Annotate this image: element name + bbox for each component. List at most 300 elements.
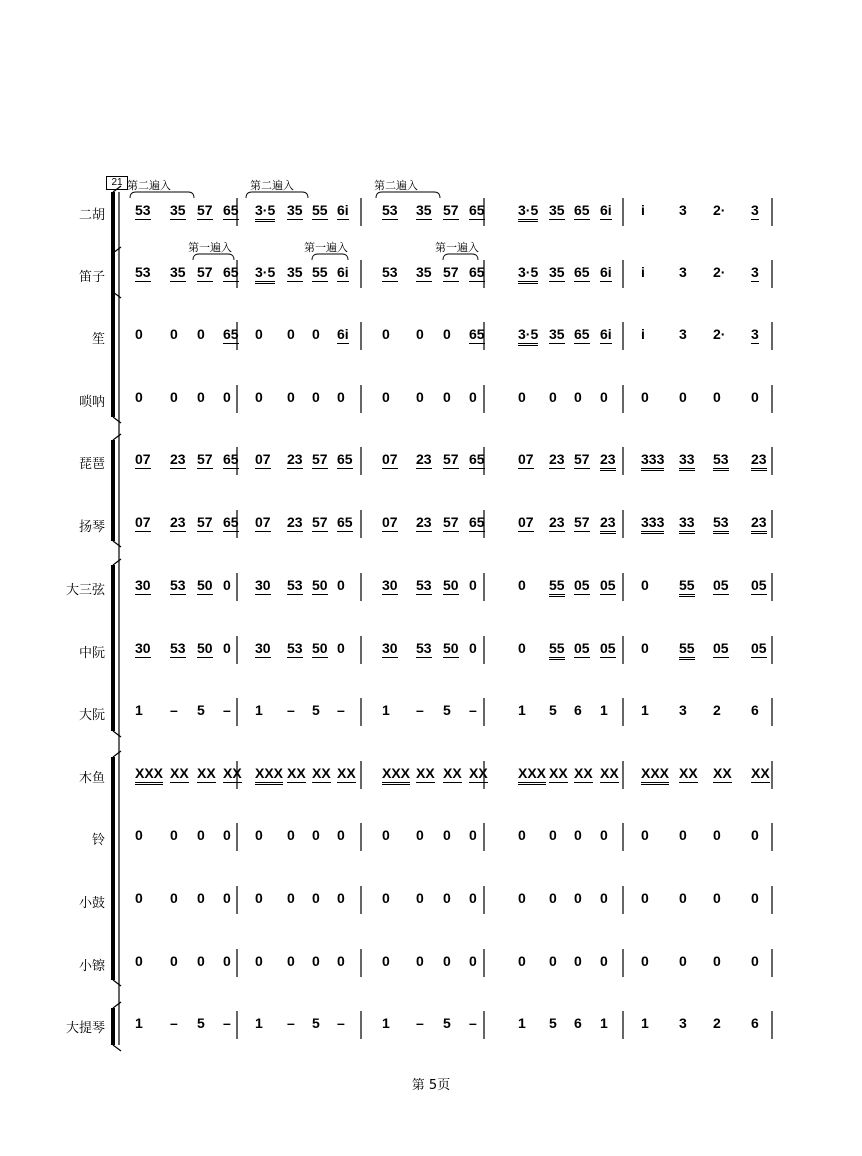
note-group: 0 bbox=[135, 326, 143, 342]
note-group: 65 bbox=[223, 326, 239, 342]
note-group: 0 bbox=[255, 890, 263, 906]
note-group: 0 bbox=[287, 890, 295, 906]
note-group: 0 bbox=[223, 577, 231, 593]
note-group: 5 bbox=[549, 1015, 557, 1031]
note-group: XX bbox=[443, 765, 462, 781]
note-group: 3 bbox=[679, 202, 687, 218]
entry-marking: 第二遍入 bbox=[374, 179, 418, 192]
note-group: 0 bbox=[751, 890, 759, 906]
note-group: 07 bbox=[518, 514, 534, 530]
note-group: 07 bbox=[135, 514, 151, 530]
note-group: 0 bbox=[549, 953, 557, 969]
note-group: 5 bbox=[197, 1015, 205, 1031]
note-group: 0 bbox=[337, 389, 345, 405]
instrument-name: 扬琴 bbox=[78, 520, 105, 535]
note-group: 5 bbox=[443, 702, 451, 718]
note-group: XX bbox=[679, 765, 698, 781]
note-group: 0 bbox=[641, 953, 649, 969]
note-group: XX bbox=[223, 765, 242, 781]
note-group: 5 bbox=[312, 1015, 320, 1031]
note-group: 65 bbox=[223, 514, 239, 530]
note-group: 0 bbox=[197, 326, 205, 342]
note-group: 0 bbox=[223, 953, 231, 969]
note-group: 0 bbox=[600, 827, 608, 843]
note-group: 6i bbox=[337, 326, 349, 342]
note-group: 30 bbox=[135, 577, 151, 593]
note-group: 05 bbox=[600, 640, 616, 656]
note-group: 333 bbox=[641, 451, 664, 471]
note-group: 57 bbox=[574, 451, 590, 467]
note-group: 3 bbox=[751, 264, 759, 280]
note-group: XXX bbox=[135, 765, 163, 785]
note-group: 3 bbox=[679, 326, 687, 342]
note-group: – bbox=[287, 1015, 295, 1031]
note-group: 1 bbox=[641, 1015, 649, 1031]
note-group: 6 bbox=[574, 1015, 582, 1031]
note-group: 2· bbox=[713, 264, 726, 280]
note-group: 333 bbox=[641, 514, 664, 534]
note-group: 07 bbox=[255, 514, 271, 530]
note-group: 30 bbox=[135, 640, 151, 656]
note-group: 3·5 bbox=[518, 264, 538, 284]
bracket-hook bbox=[113, 980, 121, 986]
note-group: XX bbox=[751, 765, 770, 781]
note-group: 65 bbox=[574, 326, 590, 342]
note-group: 57 bbox=[443, 264, 459, 280]
note-group: 55 bbox=[549, 640, 565, 660]
note-group: 0 bbox=[600, 953, 608, 969]
note-group: 3 bbox=[679, 264, 687, 280]
note-group: 1 bbox=[600, 702, 608, 718]
note-group: 0 bbox=[337, 640, 345, 656]
note-group: 53 bbox=[713, 451, 729, 471]
note-group: 07 bbox=[135, 451, 151, 467]
note-group: 2· bbox=[713, 326, 726, 342]
note-group: 0 bbox=[416, 389, 424, 405]
note-group: 0 bbox=[443, 890, 451, 906]
bracket-hook bbox=[113, 1045, 121, 1051]
note-group: 3 bbox=[679, 1015, 687, 1031]
note-group: 0 bbox=[518, 577, 526, 593]
note-group: 23 bbox=[549, 451, 565, 467]
entry-marking: 第一遍入 bbox=[188, 241, 232, 254]
note-group: 0 bbox=[713, 890, 721, 906]
note-group: 57 bbox=[197, 202, 213, 218]
note-group: 0 bbox=[574, 389, 582, 405]
note-group: 57 bbox=[197, 451, 213, 467]
instrument-name: 大三弦 bbox=[65, 583, 105, 598]
note-group: 0 bbox=[337, 890, 345, 906]
note-group: 0 bbox=[549, 890, 557, 906]
note-group: 05 bbox=[751, 640, 767, 656]
note-group: 0 bbox=[312, 827, 320, 843]
note-group: 05 bbox=[751, 577, 767, 593]
note-group: 0 bbox=[416, 326, 424, 342]
note-group: 65 bbox=[574, 264, 590, 280]
note-group: 0 bbox=[416, 953, 424, 969]
note-group: 57 bbox=[312, 451, 328, 467]
note-group: 65 bbox=[469, 264, 485, 280]
note-group: 50 bbox=[197, 577, 213, 593]
note-group: 0 bbox=[382, 389, 390, 405]
note-group: 0 bbox=[600, 890, 608, 906]
note-group: 0 bbox=[337, 577, 345, 593]
note-group: 3 bbox=[751, 202, 759, 218]
instrument-name: 笛子 bbox=[78, 270, 105, 285]
note-group: 0 bbox=[443, 326, 451, 342]
note-group: 6 bbox=[751, 702, 759, 718]
note-group: – bbox=[337, 702, 345, 718]
note-group: 0 bbox=[679, 827, 687, 843]
note-group: 65 bbox=[337, 451, 353, 467]
note-group: 0 bbox=[337, 953, 345, 969]
note-group: 53 bbox=[382, 202, 398, 218]
note-group: 6i bbox=[600, 326, 612, 342]
note-group: XXX bbox=[641, 765, 669, 785]
note-group: 0 bbox=[255, 953, 263, 969]
note-group: 53 bbox=[416, 577, 432, 593]
note-group: 5 bbox=[549, 702, 557, 718]
note-group: 0 bbox=[574, 953, 582, 969]
note-group: 2 bbox=[713, 1015, 721, 1031]
note-group: 57 bbox=[197, 264, 213, 280]
note-group: XX bbox=[600, 765, 619, 781]
note-group: 53 bbox=[713, 514, 729, 534]
note-group: 33 bbox=[679, 451, 695, 471]
note-group: 05 bbox=[600, 577, 616, 593]
note-group: 0 bbox=[135, 890, 143, 906]
note-group: 0 bbox=[713, 389, 721, 405]
entry-marking: 第一遍入 bbox=[435, 241, 479, 254]
note-group: 3 bbox=[679, 702, 687, 718]
note-group: 57 bbox=[574, 514, 590, 530]
note-group: 5 bbox=[443, 1015, 451, 1031]
note-group: 23 bbox=[170, 451, 186, 467]
note-group: 1 bbox=[255, 1015, 263, 1031]
instrument-name: 铃 bbox=[91, 833, 105, 848]
note-group: 35 bbox=[170, 264, 186, 280]
note-group: 65 bbox=[337, 514, 353, 530]
note-group: – bbox=[170, 702, 178, 718]
note-group: 55 bbox=[549, 577, 565, 597]
note-group: XX bbox=[337, 765, 356, 781]
note-group: 0 bbox=[679, 953, 687, 969]
note-group: 0 bbox=[600, 389, 608, 405]
instrument-name: 琵琶 bbox=[78, 457, 105, 472]
note-group: – bbox=[170, 1015, 178, 1031]
note-group: XX bbox=[197, 765, 216, 781]
note-group: 53 bbox=[170, 577, 186, 593]
note-group: 57 bbox=[443, 451, 459, 467]
note-group: 1 bbox=[135, 1015, 143, 1031]
note-group: 07 bbox=[382, 451, 398, 467]
note-group: – bbox=[223, 702, 231, 718]
note-group: 30 bbox=[255, 640, 271, 656]
entry-marking: 第二遍入 bbox=[127, 179, 171, 192]
note-group: 65 bbox=[223, 451, 239, 467]
note-group: 35 bbox=[287, 264, 303, 280]
note-group: 57 bbox=[443, 202, 459, 218]
note-group: 55 bbox=[679, 577, 695, 597]
note-group: 55 bbox=[679, 640, 695, 660]
instrument-name: 小镲 bbox=[78, 959, 105, 974]
note-group: – bbox=[337, 1015, 345, 1031]
note-group: i bbox=[641, 326, 645, 342]
note-group: 1 bbox=[382, 1015, 390, 1031]
note-group: 05 bbox=[574, 577, 590, 593]
note-group: 0 bbox=[382, 827, 390, 843]
note-group: 23 bbox=[600, 451, 616, 471]
note-group: 53 bbox=[287, 640, 303, 656]
note-group: 0 bbox=[469, 953, 477, 969]
note-group: XX bbox=[170, 765, 189, 781]
note-group: 1 bbox=[641, 702, 649, 718]
note-group: 0 bbox=[255, 326, 263, 342]
note-group: 0 bbox=[416, 890, 424, 906]
note-group: 0 bbox=[518, 827, 526, 843]
note-group: 0 bbox=[312, 890, 320, 906]
rehearsal-mark: 21 bbox=[106, 176, 128, 190]
note-group: 0 bbox=[443, 827, 451, 843]
note-group: 2· bbox=[713, 202, 726, 218]
note-group: 23 bbox=[287, 451, 303, 467]
note-group: 35 bbox=[416, 264, 432, 280]
instrument-name: 二胡 bbox=[78, 208, 105, 223]
note-group: XXX bbox=[255, 765, 283, 785]
note-group: XXX bbox=[382, 765, 410, 785]
note-group: 35 bbox=[549, 264, 565, 280]
note-group: 0 bbox=[641, 577, 649, 593]
note-group: 0 bbox=[382, 890, 390, 906]
note-group: 3·5 bbox=[255, 202, 275, 222]
note-group: 0 bbox=[679, 890, 687, 906]
note-group: 0 bbox=[197, 953, 205, 969]
instrument-name: 中阮 bbox=[78, 646, 105, 661]
bracket-hook bbox=[113, 434, 121, 440]
instrument-name: 唢呐 bbox=[78, 395, 105, 410]
note-group: 53 bbox=[170, 640, 186, 656]
note-group: 23 bbox=[416, 451, 432, 467]
note-group: 65 bbox=[223, 264, 239, 280]
note-group: 0 bbox=[469, 640, 477, 656]
note-group: 0 bbox=[549, 827, 557, 843]
note-group: 23 bbox=[751, 514, 767, 534]
note-group: 35 bbox=[549, 202, 565, 218]
note-group: 0 bbox=[641, 389, 649, 405]
note-group: 0 bbox=[518, 890, 526, 906]
note-group: 5 bbox=[312, 702, 320, 718]
note-group: 23 bbox=[600, 514, 616, 534]
note-group: 6i bbox=[600, 202, 612, 218]
note-group: 0 bbox=[469, 890, 477, 906]
note-group: 3·5 bbox=[518, 202, 538, 222]
note-group: 07 bbox=[518, 451, 534, 467]
note-group: 23 bbox=[549, 514, 565, 530]
note-group: 0 bbox=[443, 389, 451, 405]
note-group: 0 bbox=[135, 953, 143, 969]
note-group: 05 bbox=[713, 577, 729, 593]
note-group: – bbox=[469, 702, 477, 718]
note-group: 30 bbox=[382, 577, 398, 593]
note-group: 5 bbox=[197, 702, 205, 718]
note-group: 65 bbox=[469, 202, 485, 218]
note-group: 65 bbox=[223, 202, 239, 218]
instrument-name: 笙 bbox=[91, 332, 105, 347]
note-group: 3·5 bbox=[518, 326, 538, 346]
note-group: 0 bbox=[641, 890, 649, 906]
note-group: XX bbox=[469, 765, 488, 781]
note-group: 23 bbox=[751, 451, 767, 471]
note-group: 0 bbox=[287, 326, 295, 342]
note-group: – bbox=[287, 702, 295, 718]
note-group: 1 bbox=[382, 702, 390, 718]
note-group: 0 bbox=[751, 389, 759, 405]
note-group: 50 bbox=[443, 640, 459, 656]
note-group: 07 bbox=[255, 451, 271, 467]
note-group: 23 bbox=[170, 514, 186, 530]
entry-marking: 第一遍入 bbox=[304, 241, 348, 254]
note-group: 50 bbox=[443, 577, 459, 593]
note-group: 53 bbox=[287, 577, 303, 593]
note-group: 0 bbox=[382, 953, 390, 969]
note-group: 0 bbox=[170, 389, 178, 405]
note-group: 35 bbox=[287, 202, 303, 218]
note-group: i bbox=[641, 202, 645, 218]
note-group: 0 bbox=[197, 389, 205, 405]
note-group: 0 bbox=[287, 827, 295, 843]
note-group: 50 bbox=[312, 577, 328, 593]
note-group: 0 bbox=[312, 326, 320, 342]
note-group: 65 bbox=[469, 514, 485, 530]
note-group: 1 bbox=[135, 702, 143, 718]
note-group: XXX bbox=[518, 765, 546, 785]
note-group: 6i bbox=[337, 202, 349, 218]
note-group: 35 bbox=[170, 202, 186, 218]
note-group: 50 bbox=[312, 640, 328, 656]
note-group: 07 bbox=[382, 514, 398, 530]
note-group: 57 bbox=[312, 514, 328, 530]
note-group: XX bbox=[574, 765, 593, 781]
note-group: XX bbox=[549, 765, 568, 781]
note-group: 57 bbox=[197, 514, 213, 530]
note-group: 35 bbox=[416, 202, 432, 218]
note-group: 53 bbox=[135, 264, 151, 280]
note-group: 0 bbox=[135, 827, 143, 843]
note-group: 0 bbox=[255, 827, 263, 843]
note-group: 3 bbox=[751, 326, 759, 342]
note-group: 0 bbox=[469, 577, 477, 593]
note-group: 50 bbox=[197, 640, 213, 656]
note-group: 65 bbox=[574, 202, 590, 218]
note-group: 0 bbox=[170, 890, 178, 906]
note-group: 1 bbox=[600, 1015, 608, 1031]
note-group: 0 bbox=[518, 640, 526, 656]
note-group: 33 bbox=[679, 514, 695, 534]
note-group: 6i bbox=[600, 264, 612, 280]
note-group: 0 bbox=[170, 953, 178, 969]
note-group: 0 bbox=[679, 389, 687, 405]
bracket-hook bbox=[113, 731, 121, 737]
note-group: 0 bbox=[337, 827, 345, 843]
note-group: – bbox=[416, 1015, 424, 1031]
note-group: 30 bbox=[255, 577, 271, 593]
note-group: 65 bbox=[469, 326, 485, 342]
note-group: 0 bbox=[751, 827, 759, 843]
note-group: 2 bbox=[713, 702, 721, 718]
instrument-name: 小鼓 bbox=[78, 896, 105, 911]
note-group: 0 bbox=[287, 953, 295, 969]
note-group: 55 bbox=[312, 264, 328, 280]
note-group: 0 bbox=[713, 827, 721, 843]
note-group: 0 bbox=[223, 389, 231, 405]
note-group: 0 bbox=[713, 953, 721, 969]
note-group: 0 bbox=[469, 827, 477, 843]
note-group: 1 bbox=[518, 1015, 526, 1031]
note-group: 1 bbox=[255, 702, 263, 718]
note-group: 3·5 bbox=[255, 264, 275, 284]
note-group: 53 bbox=[382, 264, 398, 280]
note-group: 53 bbox=[416, 640, 432, 656]
note-group: 0 bbox=[382, 326, 390, 342]
note-group: 6i bbox=[337, 264, 349, 280]
note-group: 0 bbox=[135, 389, 143, 405]
note-group: 0 bbox=[574, 827, 582, 843]
note-group: XX bbox=[312, 765, 331, 781]
note-group: 0 bbox=[223, 890, 231, 906]
note-group: 1 bbox=[518, 702, 526, 718]
note-group: – bbox=[416, 702, 424, 718]
page-number: 第 5页 bbox=[411, 1078, 451, 1093]
note-group: 0 bbox=[287, 389, 295, 405]
note-group: 0 bbox=[312, 389, 320, 405]
bracket-hook bbox=[113, 417, 121, 423]
note-group: 0 bbox=[223, 640, 231, 656]
note-group: 0 bbox=[416, 827, 424, 843]
instrument-name: 大阮 bbox=[78, 708, 105, 723]
bracket-hook bbox=[113, 1002, 121, 1008]
note-group: 0 bbox=[549, 389, 557, 405]
bracket-hook bbox=[113, 751, 121, 757]
note-group: i bbox=[641, 264, 645, 280]
note-group: 57 bbox=[443, 514, 459, 530]
note-group: 0 bbox=[170, 326, 178, 342]
note-group: 0 bbox=[170, 827, 178, 843]
note-group: XX bbox=[287, 765, 306, 781]
note-group: 0 bbox=[518, 953, 526, 969]
note-group: 30 bbox=[382, 640, 398, 656]
note-group: 55 bbox=[312, 202, 328, 218]
note-group: 23 bbox=[416, 514, 432, 530]
note-group: 0 bbox=[518, 389, 526, 405]
note-group: – bbox=[469, 1015, 477, 1031]
note-group: 0 bbox=[255, 389, 263, 405]
note-group: 23 bbox=[287, 514, 303, 530]
note-group: 35 bbox=[549, 326, 565, 342]
instrument-name: 木鱼 bbox=[78, 771, 105, 786]
note-group: 0 bbox=[197, 827, 205, 843]
note-group: 0 bbox=[443, 953, 451, 969]
note-group: 0 bbox=[641, 827, 649, 843]
note-group: 6 bbox=[751, 1015, 759, 1031]
note-group: 0 bbox=[641, 640, 649, 656]
note-group: 0 bbox=[574, 890, 582, 906]
note-group: 0 bbox=[751, 953, 759, 969]
note-group: – bbox=[223, 1015, 231, 1031]
note-group: 0 bbox=[197, 890, 205, 906]
entry-marking: 第二遍入 bbox=[250, 179, 294, 192]
note-group: 0 bbox=[223, 827, 231, 843]
bracket-hook bbox=[113, 186, 121, 192]
